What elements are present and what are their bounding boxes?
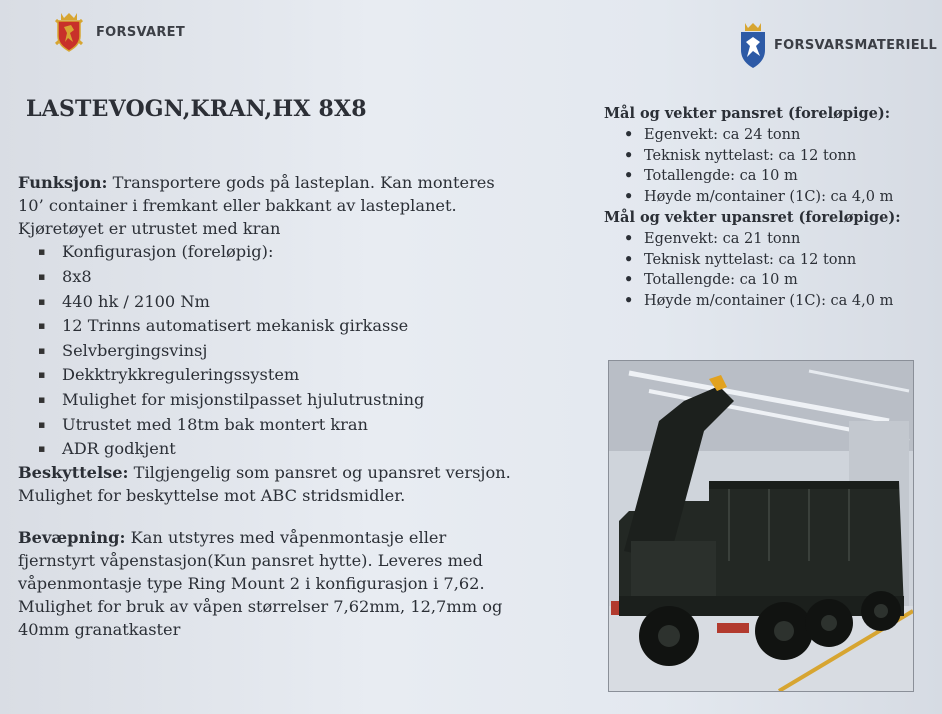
function-section: [18, 172, 518, 240]
list-item: • Teknisk nyttelast: ca 12 tonn: [624, 250, 934, 271]
list-item: ▪ Selvbergingsvinsj: [38, 339, 518, 364]
forsvaret-emblem-icon: [50, 10, 88, 54]
list-item: ▪ Dekktrykkreguleringssystem: [38, 363, 518, 388]
forsvarsmateriell-logo: [738, 20, 937, 70]
list-item: • Høyde m/container (1C): ca 4,0 m: [624, 291, 934, 312]
list-item: • Totallengde: ca 10 m: [624, 166, 934, 187]
truck-photo: [608, 360, 914, 692]
armament-text: Kan utstyres med våpenmontasje eller fjernstyrt våpenstasjon(Kun pansret hytte). Leveres med våpenmontasje type Ring Mount 2 i konfigurasjon i 7,62. Mulighet for bruk av våpen størrelser 7,62mm, 12,7mm og 40mm granatkaster: [18, 528, 503, 639]
list-item: ▪ 8x8: [38, 265, 518, 290]
function-text: Transportere gods på lasteplan. Kan monteres 10’ container i fremkant eller bakkant av lasteplanet. Kjøretøyet er utrustet med kran: [18, 173, 495, 238]
specs-column: [604, 104, 934, 312]
list-item: ▪ Mulighet for misjonstilpasset hjulutrustning: [38, 388, 518, 413]
armament-label: Bevæpning:: [18, 528, 126, 548]
list-item: ▪ 12 Trinns automatisert mekanisk girkasse: [38, 314, 518, 339]
list-item: • Høyde m/container (1C): ca 4,0 m: [624, 187, 934, 208]
forsvarsmateriell-logo-text: FORSVARSMATERIELL: [774, 37, 938, 53]
list-item: ▪ Konfigurasjon (foreløpig):: [38, 240, 518, 265]
list-item: ▪ ADR godkjent: [38, 437, 518, 462]
unarmored-specs-list: [604, 229, 934, 312]
list-item: • Totallengde: ca 10 m: [624, 270, 934, 291]
left-column: [18, 172, 518, 641]
armament-section: [18, 527, 518, 641]
list-item: ▪ 440 hk / 2100 Nm: [38, 290, 518, 315]
list-item: • Egenvekt: ca 21 tonn: [624, 229, 934, 250]
protection-label: Beskyttelse:: [18, 462, 129, 482]
list-item: ▪ Utrustet med 18tm bak montert kran: [38, 413, 518, 438]
feature-list: [18, 240, 518, 461]
list-item: • Egenvekt: ca 24 tonn: [624, 125, 934, 146]
armored-specs-list: [604, 125, 934, 208]
armored-specs-heading: Mål og vekter pansret (foreløpige):: [604, 105, 891, 122]
unarmored-specs-heading: Mål og vekter upansret (foreløpige):: [604, 208, 901, 226]
forsvarsmateriell-emblem-icon: [738, 20, 768, 70]
page-title: LASTEVOGN,KRAN,HX 8X8: [26, 96, 367, 122]
protection-section: [18, 462, 518, 508]
forsvaret-logo: [50, 10, 185, 54]
function-label: Funksjon:: [18, 173, 108, 192]
forsvaret-logo-text: FORSVARET: [96, 24, 186, 40]
list-item: • Teknisk nyttelast: ca 12 tonn: [624, 146, 934, 167]
protection-text: Tilgjengelig som pansret og upansret versjon. Mulighet for beskyttelse mot ABC stridsmidler.: [18, 462, 511, 505]
